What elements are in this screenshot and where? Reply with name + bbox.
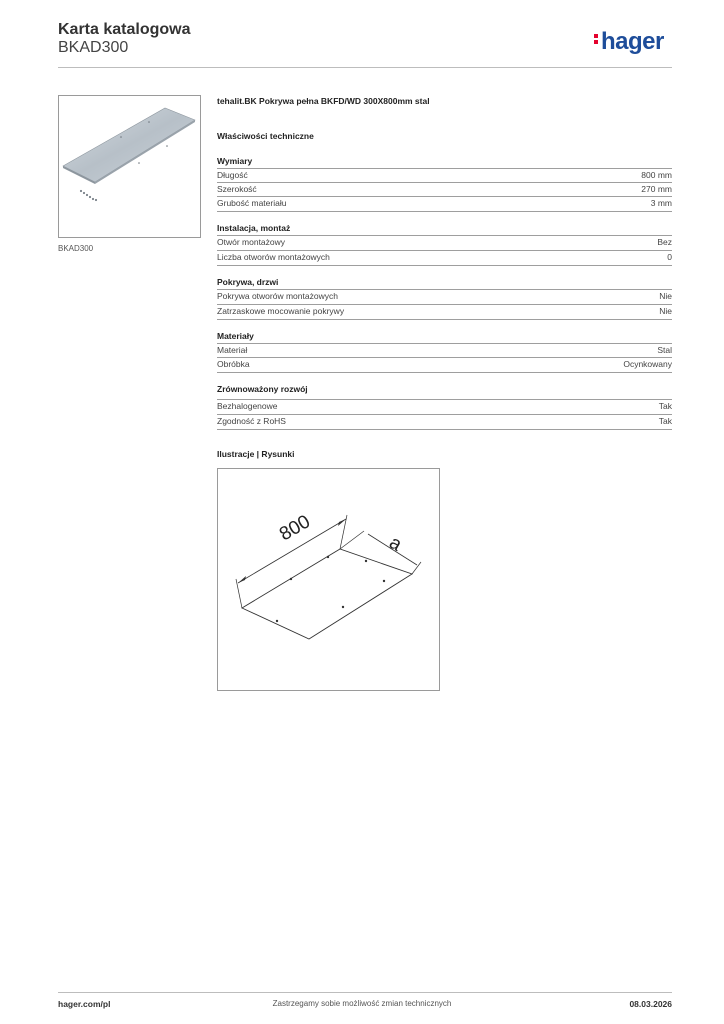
spec-label: Zatrzaskowe mocowanie pokrywy xyxy=(217,306,345,316)
group-title-installation: Instalacja, montaż xyxy=(217,223,291,233)
spec-value: 800 mm xyxy=(641,170,672,180)
spec-label: Długość xyxy=(217,170,248,180)
spec-label: Bezhalogenowe xyxy=(217,401,278,411)
footer-date: 08.03.2026 xyxy=(629,999,672,1009)
footer-divider xyxy=(58,992,672,993)
group-title-cover-doors: Pokrywa, drzwi xyxy=(217,277,279,287)
spec-value: Tak xyxy=(658,401,672,411)
dimension-label-width: a xyxy=(385,532,406,556)
spec-value: 0 xyxy=(667,252,672,262)
spec-row xyxy=(217,235,672,249)
spec-row xyxy=(217,357,672,371)
spec-row xyxy=(217,196,672,210)
spec-value: Stal xyxy=(657,345,672,355)
spec-label: Szerokość xyxy=(217,184,257,194)
spec-row xyxy=(217,343,672,357)
product-image xyxy=(58,95,201,238)
spec-value: Tak xyxy=(658,416,672,426)
spec-label: Pokrywa otworów montażowych xyxy=(217,291,338,301)
group-title-materials: Materiały xyxy=(217,331,254,341)
header-divider xyxy=(58,67,672,68)
dimension-drawing xyxy=(217,468,440,691)
group-divider xyxy=(217,319,672,320)
spec-label: Obróbka xyxy=(217,359,250,369)
product-image-caption: BKAD300 xyxy=(58,244,94,253)
spec-label: Liczba otworów montażowych xyxy=(217,252,330,262)
group-title-sustainability: Zrównoważony rozwój xyxy=(217,384,308,394)
spec-row xyxy=(217,168,672,182)
spec-label: Grubość materiału xyxy=(217,198,287,208)
spec-value: 270 mm xyxy=(641,184,672,194)
spec-value: Nie xyxy=(659,306,672,316)
product-code: BKAD300 xyxy=(58,39,129,56)
logo-text: hager xyxy=(601,28,664,55)
hager-logo xyxy=(594,28,664,56)
footer-website-link[interactable]: hager.com/pl xyxy=(58,999,111,1009)
logo-dots-icon xyxy=(594,32,598,46)
spec-row xyxy=(217,289,672,303)
spec-row xyxy=(217,250,672,264)
page-title: Karta katalogowa xyxy=(58,21,191,38)
spec-value: Ocynkowany xyxy=(623,359,672,369)
group-divider xyxy=(217,211,672,212)
spec-value: 3 mm xyxy=(650,198,672,208)
group-divider xyxy=(217,372,672,373)
footer-disclaimer: Zastrzegamy sobie możliwość zmian technicznych xyxy=(272,999,452,1008)
spec-label: Otwór montażowy xyxy=(217,237,286,247)
spec-row xyxy=(217,182,672,196)
group-divider xyxy=(217,429,672,430)
spec-label: Zgodność z RoHS xyxy=(217,416,286,426)
spec-row xyxy=(217,399,672,413)
spec-row xyxy=(217,304,672,318)
group-title-dimensions: Wymiary xyxy=(217,156,253,166)
spec-label: Materiał xyxy=(217,345,248,355)
group-divider xyxy=(217,265,672,266)
illustrations-heading: Ilustracje | Rysunki xyxy=(217,449,295,459)
technical-properties-heading: Właściwości techniczne xyxy=(217,131,314,141)
spec-row xyxy=(217,414,672,428)
spec-value: Nie xyxy=(659,291,672,301)
product-description: tehalit.BK Pokrywa pełna BKFD/WD 300X800mm stal xyxy=(217,96,430,106)
dimension-label-length: 800 xyxy=(276,511,314,546)
spec-value: Bez xyxy=(657,237,672,247)
